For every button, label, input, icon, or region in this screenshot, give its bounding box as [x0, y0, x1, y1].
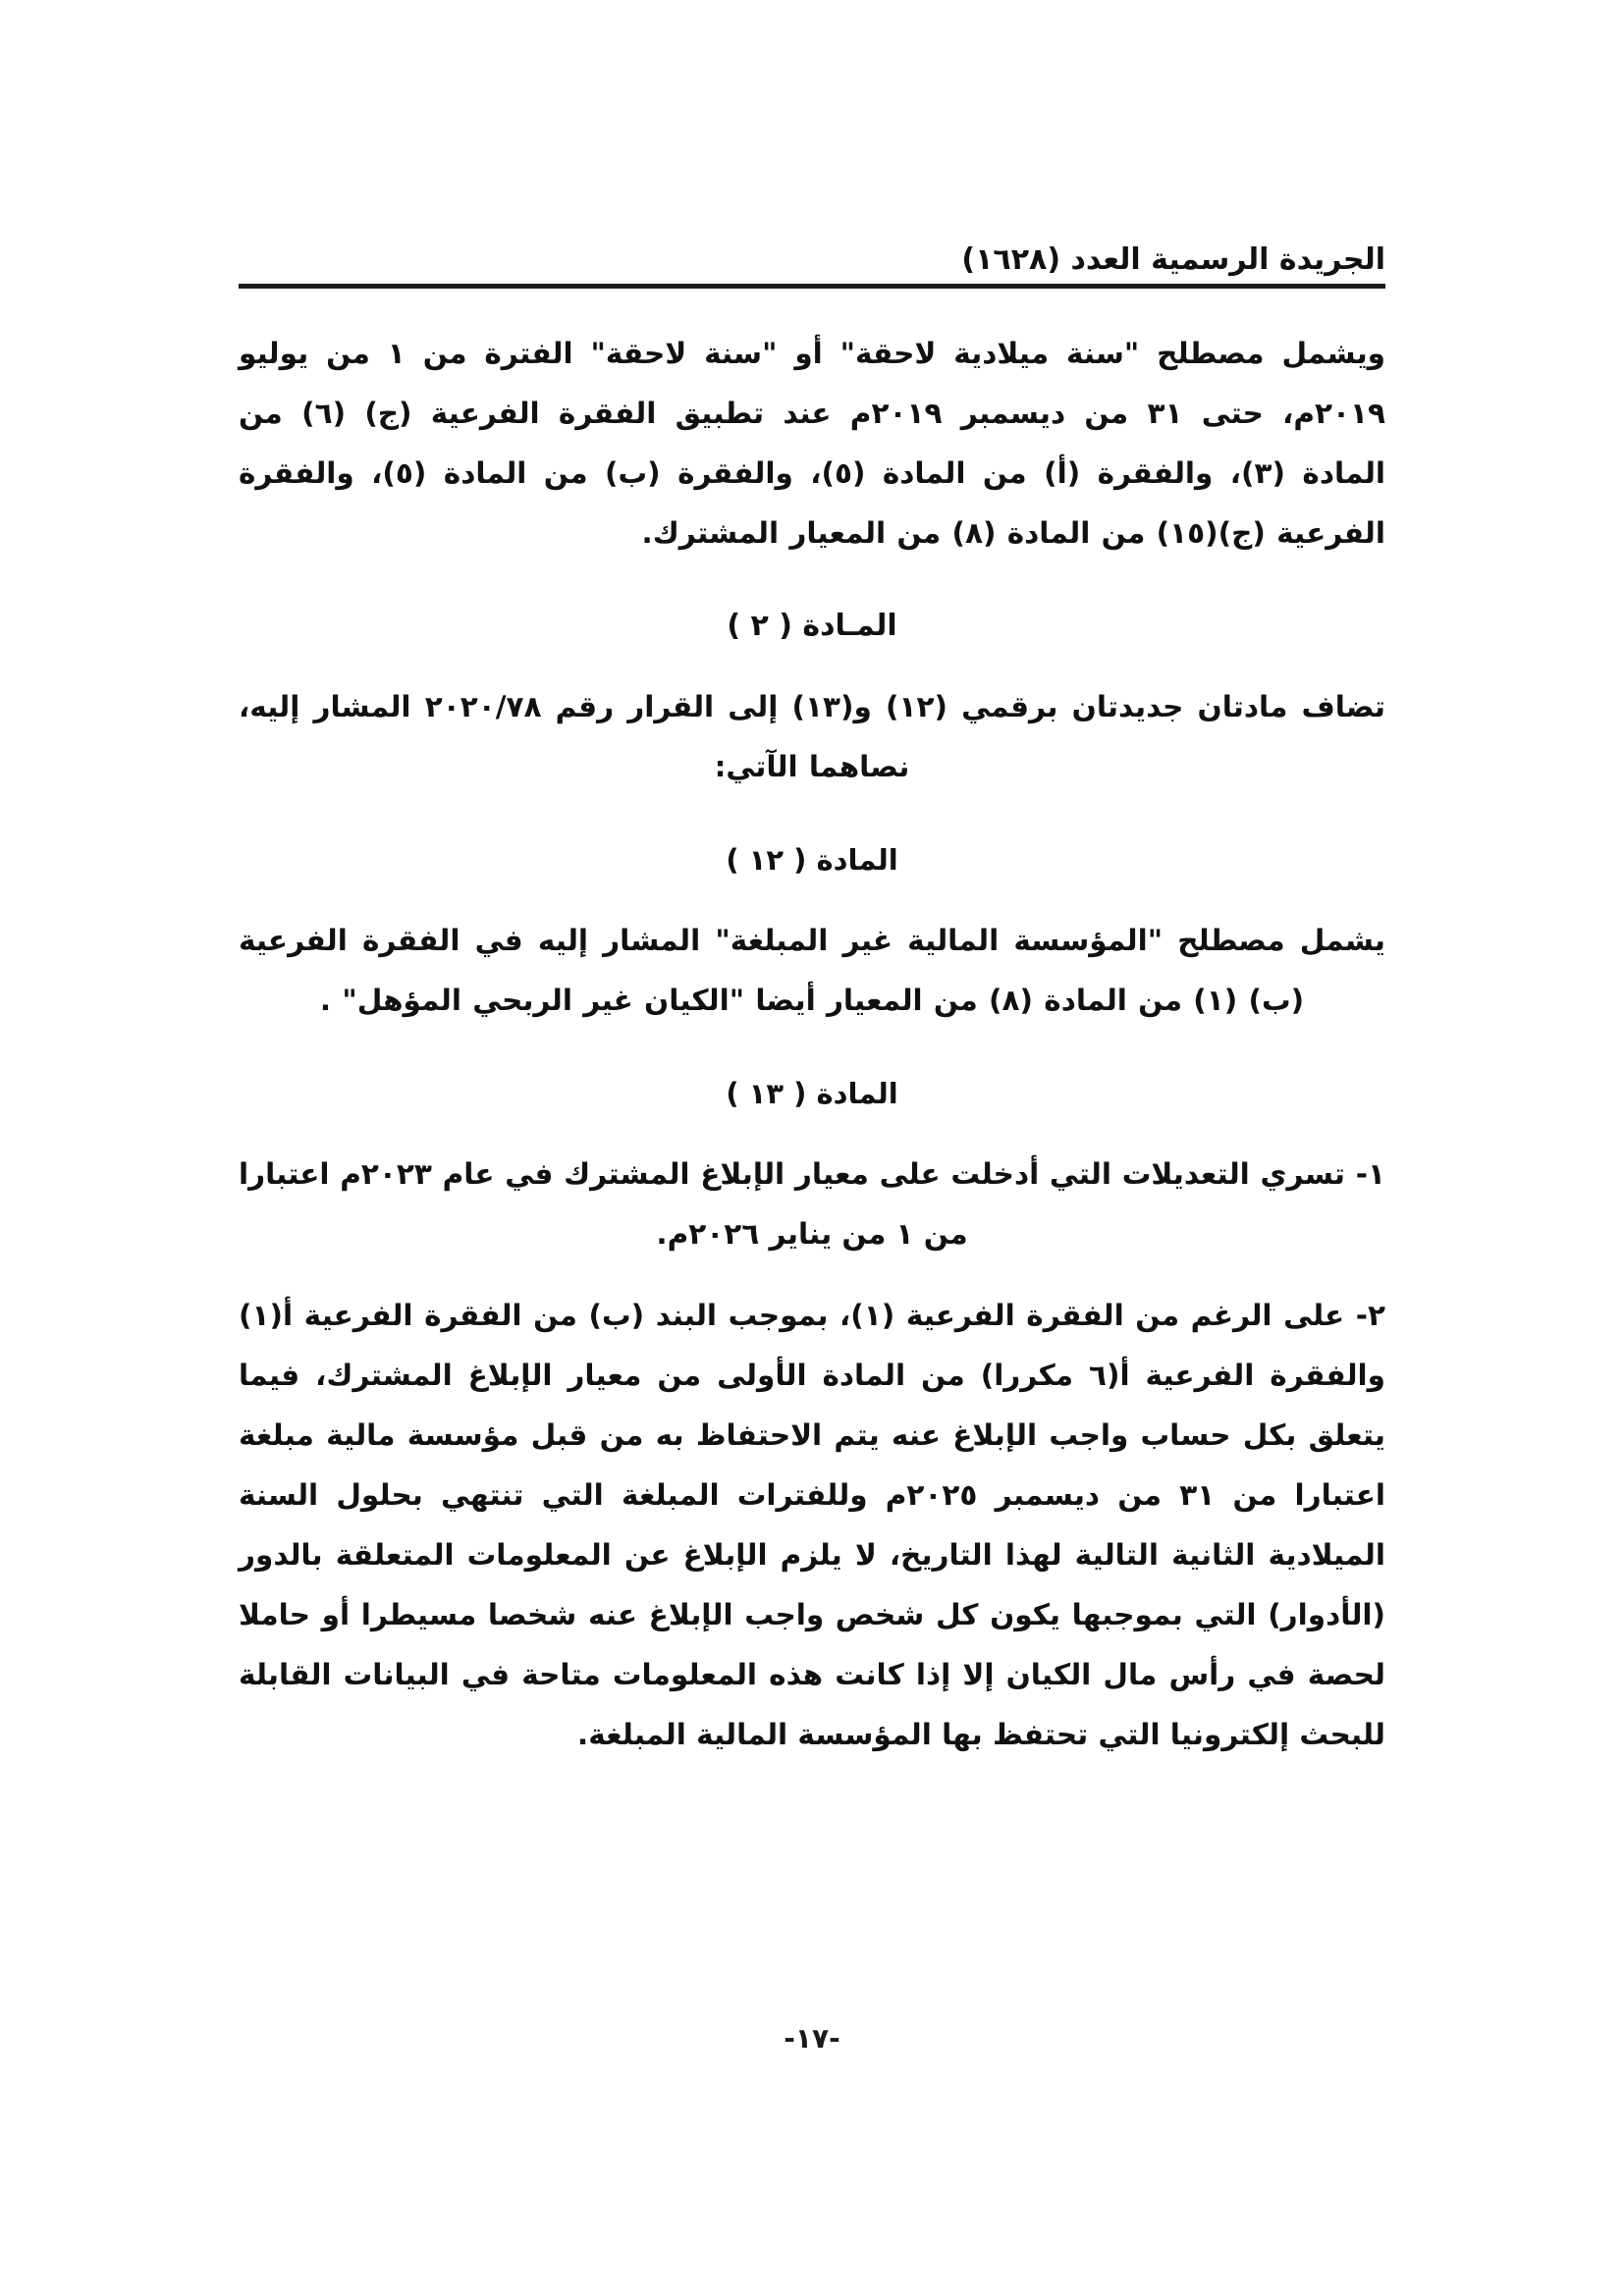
spacer — [239, 563, 1385, 597]
spacer — [239, 889, 1385, 911]
article-13-heading: المادة ( ١٣ ) — [726, 1077, 898, 1110]
document-body — [239, 324, 1385, 1765]
page-header — [239, 243, 1385, 289]
article-13-item-2: ٢- على الرغم من الفقرة الفرعية (١)، بموجب البند (ب) من الفقرة الفرعية أ(١) والفقرة الفرعية أ(٦ مكررا) من المادة الأولى من معيار الإبلاغ المشترك، فيما يتعلق بكل حساب واجب الإبلاغ عنه يتم الاحتفاظ به من قبل مؤسسة مالية مبلغة اعتبارا من ٣١ من ديسمبر ٢٠٢٥م وللفترات المبلغة التي تنتهي بحلول السنة الميلادية الثانية التالية لهذا التاريخ، لا يلزم الإبلاغ عن المعلومات المتعلقة بالدور (الأدوار) التي بموجبها يكون كل شخص واجب الإبلاغ عنه شخصا مسيطرا أو حاملا لحصة في رأس مال الكيان إلا إذا كانت هذه المعلومات متاحة في البيانات القابلة للبحث إلكترونيا التي تحتفظ بها المؤسسة المالية المبلغة. — [239, 1299, 1385, 1751]
spacer — [239, 1123, 1385, 1145]
header-divider — [239, 284, 1385, 289]
article-2-heading: المـادة ( ٢ ) — [727, 609, 897, 643]
spacer — [239, 1031, 1385, 1064]
gazette-running-title: الجريدة الرسمية العدد (١٦٢٨) — [961, 242, 1385, 277]
spacer — [239, 656, 1385, 677]
article-12-heading: المادة ( ١٢ ) — [726, 843, 898, 877]
article-2-paragraph: تضاف مادتان جديدتان برقمي (١٢) و(١٣) إلى القرار رقم ٢٠٢٠/٧٨ المشار إليه، نصاهما الآتي: — [239, 690, 1386, 783]
article-12-paragraph: يشمل مصطلح "المؤسسة المالية غير المبلغة" المشار إليه في الفقرة الفرعية (ب) (١) من المادة (٨) من المعيار أيضا "الكيان غير الربحي المؤهل" . — [239, 924, 1385, 1017]
article-13-item-1: ١- تسري التعديلات التي أدخلت على معيار الإبلاغ المشترك في عام ٢٠٢٣م اعتبارا من ١ من يناير ٢٠٢٦م. — [239, 1157, 1385, 1251]
page-number: -١٧- — [784, 2022, 840, 2055]
spacer — [239, 797, 1385, 830]
intro-paragraph: ويشمل مصطلح "سنة ميلادية لاحقة" أو "سنة لاحقة" الفترة من ١ من يوليو ٢٠١٩م، حتى ٣١ من ديسمبر ٢٠١٩م عند تطبيق الفقرة الفرعية (ج) (٦) من المادة (٣)، والفقرة (أ) من المادة (٥)، والفقرة (ب) من المادة (٥)، والفقرة الفرعية (ج)(١٥) من المادة (٨) من المعيار المشترك. — [239, 337, 1386, 550]
spacer — [239, 1264, 1385, 1286]
